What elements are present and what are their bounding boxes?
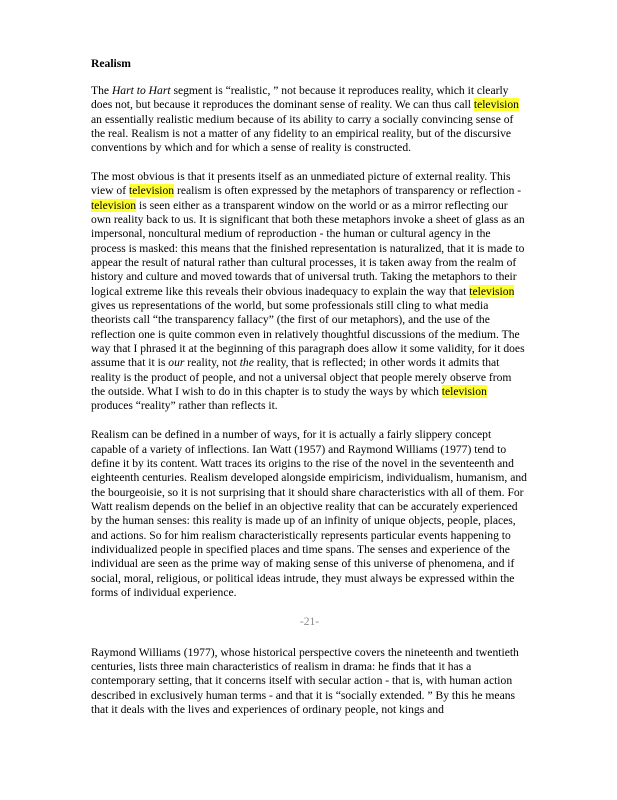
text-run: an essentially realistic medium because of its ability to carry a socially convincing sense of the real. Realism is not a matter of any fidelity to an empirical reality, but of the discursive conventions by which and for which a sense of reality is constructed.	[91, 112, 514, 155]
highlighted-term: television	[91, 198, 137, 212]
text-run: reality, that is reflected; in other words it admits that reality is the product of people, and not a universal object that people merely observe from the outside. What I wish to do in this chapter is to study the ways by which	[91, 356, 512, 399]
paragraph	[91, 428, 528, 600]
continued-text	[91, 646, 617, 718]
text-run: produces “reality” rather than reflects it.	[91, 399, 278, 413]
text-run: gives us representations of the world, but some professionals still cling to what media theorists call “the transparency fallacy” (the first of our metaphors), and the use of the reflection one is quite common even in relatively thoughtful discussions of the medium. The way that I phrased it at the beginning of this paragraph does allow it some validity, for it does assume that it is	[91, 299, 525, 370]
italic-text: our	[168, 356, 185, 370]
section-heading: Realism	[91, 57, 131, 70]
text-run: Raymond Williams (1977), whose historical perspective covers the nineteenth and twentieth centuries, lists three main characteristics of realism in drama: he finds that it has a contemporary setting, that it concerns itself with secular action - that is, with human action described in exclusively human terms - and that it is “socially extended. ” By this he means that it deals with the lives and experiences of ordinary people, not kings and	[91, 645, 519, 716]
highlighted-term: television	[441, 385, 487, 399]
body-text	[91, 84, 617, 600]
text-run: realism is often expressed by the metaphors of transparency or reflection -	[174, 184, 522, 198]
text-run: The most obvious is that it presents itself as an unmediated picture of external reality. This view of	[91, 170, 511, 198]
text-run: reality, not	[184, 356, 240, 370]
italic-text: the	[239, 356, 254, 370]
paragraph	[91, 646, 528, 718]
text-run: The	[91, 84, 112, 97]
paragraph	[91, 84, 528, 156]
italic-text: Hart to Hart	[111, 84, 171, 97]
text-run: segment is “realistic, ” not because it reproduces reality, which it clearly does not, but because it reproduces the dominant sense of reality. We can thus call	[91, 84, 509, 112]
highlighted-term: television	[469, 284, 515, 298]
text-run: Realism can be defined in a number of ways, for it is actually a fairly slippery concept capable of a variety of inflections. Ian Watt (1957) and Raymond Williams (1977) tend to define it by its content. Watt traces its origins to the rise of the novel in the seventeenth and eighteenth centuries. Realism developed alongside empiricism, individualism, humanism, and the bourgeoisie, so it is not surprising that it should share characteristics with all of them. For Watt realism depends on the belief in an objective reality that can be accurately experienced by the human senses: this reality is made up of an infinity of unique objects, people, places, and actions. So for him realism characteristically represents particular events happening to individualized people in specified places and time spans. The senses and experience of the individual are seen as the prime way of making sense of this universe of phenomena, and if social, moral, religious, or political ideas intrude, they must always be expressed within the forms of individual experience.	[91, 428, 527, 599]
paragraph	[91, 170, 528, 414]
highlighted-term: television	[473, 98, 519, 112]
page-number: -21-	[299, 614, 320, 628]
highlighted-term: television	[129, 184, 175, 198]
text-run: is seen either as a transparent window on the world or as a mirror reflecting our own reality back to us. It is significant that both these metaphors invoke a sheet of glass as an impersonal, noncultural medium of reproduction - the human or cultural agency in the process is masked: this means that the finished representation is naturalized, that it is made to appear the result of natural rather than cultural processes, it is taken away from the realm of history and culture and moved towards that of universal truth. Taking the metaphors to their logical extreme like this reveals their obvious inadequacy to explain the way that	[91, 198, 525, 298]
